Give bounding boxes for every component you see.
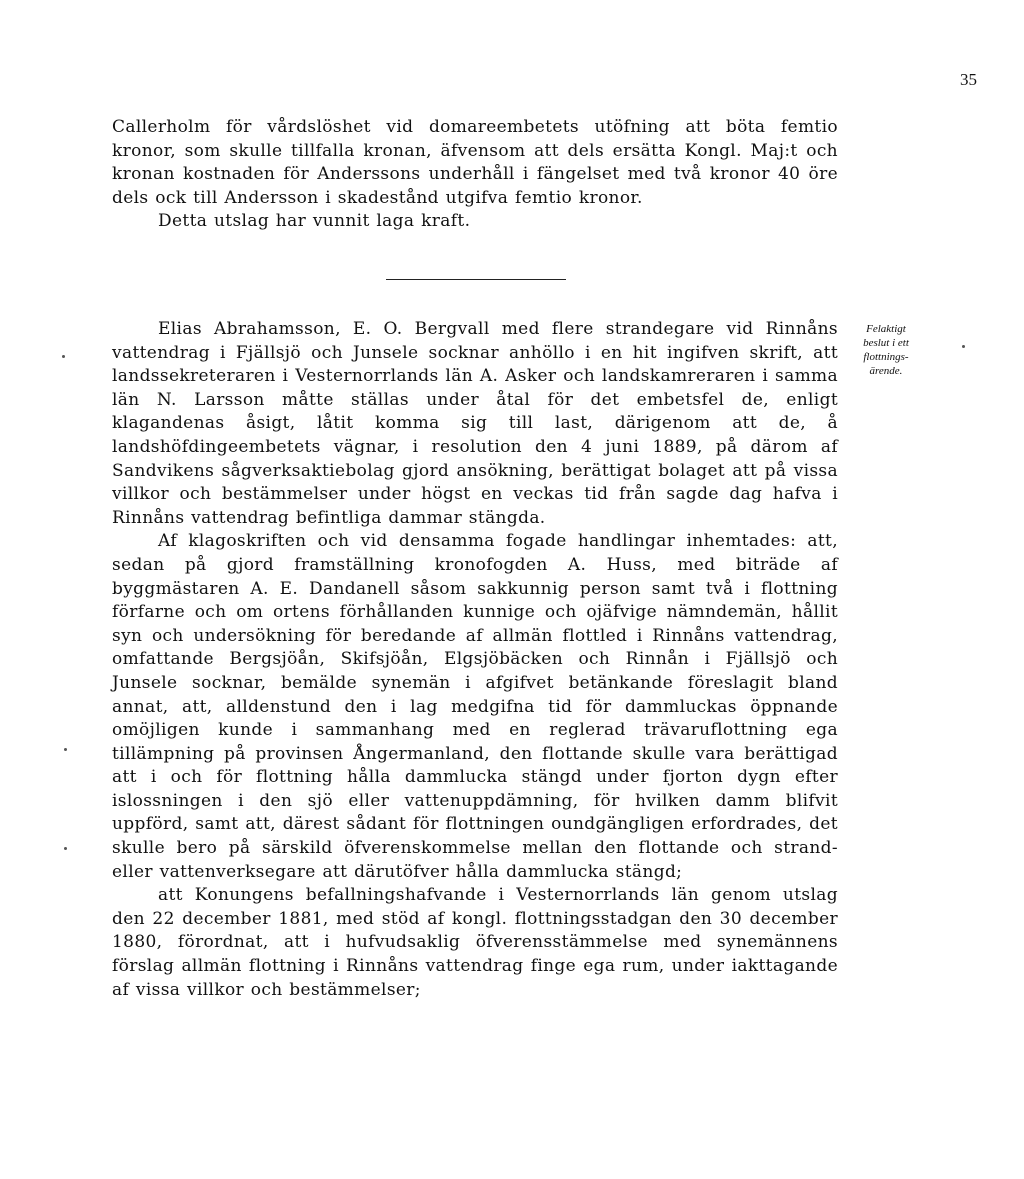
section-divider [386, 279, 566, 280]
paragraph: att Konungens befallningshafvande i Vesternorrlands län genom utslag den 22 december 1881, med stöd af kongl. flottningsstadgan den 30 december 1880, förordnat, att i hufvudsaklig öfverensstämmelse med synemännens förslag allmän flottning i Rinnåns vattendrag finge ega rum, under iakttagande af vissa villkor och bestämmelser; [112, 885, 838, 1000]
scan-speck [64, 748, 67, 751]
scan-speck [62, 355, 65, 358]
text-block-main [112, 318, 838, 1002]
paragraph: Callerholm för vårdslöshet vid domareembetets utöfning att böta femtio kronor, som skulle tillfalla kronan, äfvensom att dels ersätta Kongl. Maj:t och kronan kostnaden för Anderssons underhåll i fängelset med två kronor 40 öre dels ock till Andersson i skadestånd utgifva femtio kronor. [112, 117, 838, 208]
paragraph: Detta utslag har vunnit laga kraft. [158, 211, 471, 232]
scan-speck [64, 847, 67, 850]
page-number: 35 [960, 70, 977, 89]
margin-note [846, 322, 926, 378]
margin-note-line: Felaktigt [866, 323, 906, 335]
margin-note-line: ärende. [869, 365, 903, 377]
margin-note-line: beslut i ett [863, 337, 909, 349]
scan-speck [962, 345, 965, 348]
margin-note-line: flottnings- [863, 351, 909, 363]
paragraph: Elias Abrahamsson, E. O. Bergvall med flere strandegare vid Rinnåns vattendrag i Fjällsjö och Junsele socknar anhöllo i en hit ingifven skrift, att landssekreteraren i Vesternorrlands län A. Asker och landskamreraren i samma län N. Larsson måtte ställas under åtal för det embetsfel de, enligt klagandenas åsigt, låtit komma sig till last, därigenom att de, å landshöfdingeembetets vägnar, i resolution den 4 juni 1889, på därom af Sandvikens sågverksaktiebolag gjord ansökning, berättigat bolaget att på vissa villkor och bestämmelser under högst en veckas tid från sagde dag hafva i Rinnåns vattendrag befintliga dammar stängda. [112, 319, 838, 528]
text-block-top [112, 116, 838, 234]
paragraph: Af klagoskriften och vid densamma fogade handlingar inhemtades: att, sedan på gjord framställning kronofogden A. Huss, med biträde af byggmästaren A. E. Dandanell såsom sakkunnig person samt två i flottning förfarne och om ortens förhållanden kunnige och ojäfvige nämndemän, hållit syn och undersökning för beredande af allmän flottled i Rinnåns vattendrag, omfattande Bergsjöån, Skifsjöån, Elgsjöbäcken och Rinnån i Fjällsjö och Junsele socknar, bemälde synemän i afgifvet betänkande föreslagit bland annat, att, alldenstund den i lag medgifna tid för dammluckas öppnande omöjligen kunde i sammanhang med en reglerad trävaruflottning ega tillämpning på provinsen Ångermanland, den flottande skulle vara berättigad att i och för flottning hålla dammlucka stängd under fjorton dygn efter islossningen i den sjö eller vattenuppdämning, för hvilken damm blifvit uppförd, samt att, därest sådant för flottningen oundgängligen erfordrades, det skulle bero på särskild öfverenskommelse mellan den flottande och strand- eller vattenverksegare att därutöfver hålla dammlucka stängd; [112, 531, 838, 882]
